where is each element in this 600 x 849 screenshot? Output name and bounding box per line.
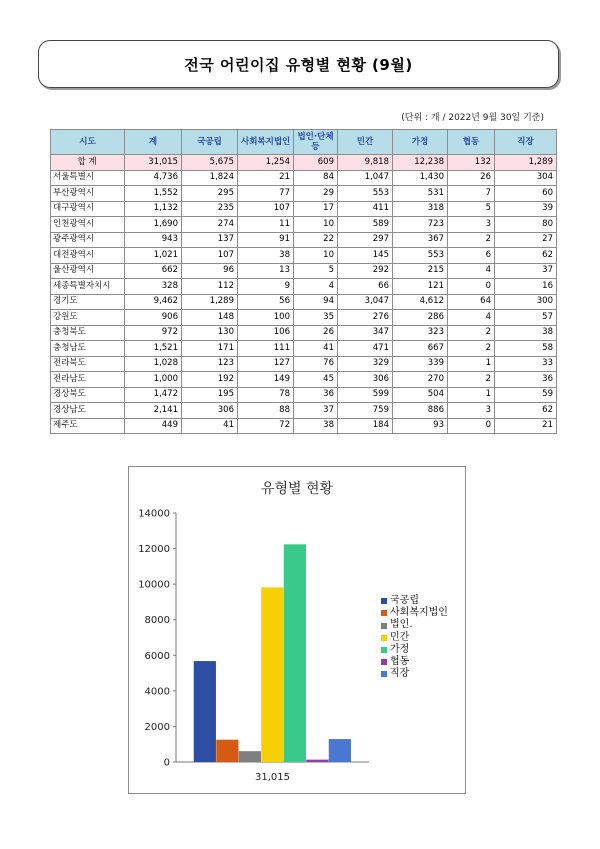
value-cell: 91 — [238, 232, 294, 248]
value-cell: 295 — [182, 186, 238, 202]
value-cell: 29 — [294, 186, 338, 202]
value-cell: 306 — [182, 403, 238, 419]
value-cell: 33 — [495, 356, 557, 372]
value-cell: 943 — [125, 232, 182, 248]
value-cell: 2 — [448, 372, 495, 388]
value-cell: 45 — [294, 372, 338, 388]
chart-legend — [381, 595, 448, 680]
value-cell: 531 — [393, 186, 448, 202]
total-row — [51, 155, 557, 171]
value-cell: 21 — [238, 170, 294, 186]
header-cell: 계 — [125, 130, 182, 155]
region-cell: 충청북도 — [51, 325, 125, 341]
value-cell: 215 — [393, 263, 448, 279]
value-cell: 662 — [125, 263, 182, 279]
y-tick-label: 6000 — [144, 650, 170, 662]
value-cell: 0 — [448, 279, 495, 295]
value-cell: 56 — [238, 294, 294, 310]
value-cell: 4,736 — [125, 170, 182, 186]
value-cell: 59 — [495, 387, 557, 403]
legend-entry — [381, 619, 448, 631]
value-cell: 26 — [448, 170, 495, 186]
value-cell: 367 — [393, 232, 448, 248]
value-cell: 121 — [393, 279, 448, 295]
table-row — [51, 248, 557, 264]
header-cell: 사회복지법인 — [238, 130, 294, 155]
value-cell: 449 — [125, 418, 182, 434]
value-cell: 35 — [294, 310, 338, 326]
legend-swatch — [381, 623, 387, 629]
value-cell: 274 — [182, 217, 238, 233]
region-cell: 대구광역시 — [51, 201, 125, 217]
value-cell: 22 — [294, 232, 338, 248]
chart-title: 유형별 현황 — [260, 481, 334, 497]
value-cell: 4,612 — [393, 294, 448, 310]
legend-entry — [381, 644, 448, 656]
bar-4 — [261, 587, 283, 762]
value-cell: 235 — [182, 201, 238, 217]
value-cell: 1,521 — [125, 341, 182, 357]
value-cell: 38 — [294, 418, 338, 434]
total-cell: 합 계 — [51, 155, 125, 171]
value-cell: 1,690 — [125, 217, 182, 233]
value-cell: 329 — [338, 356, 393, 372]
value-cell: 96 — [182, 263, 238, 279]
legend-label: 협동 — [390, 656, 410, 668]
value-cell: 1,552 — [125, 186, 182, 202]
value-cell: 906 — [125, 310, 182, 326]
value-cell: 130 — [182, 325, 238, 341]
table-row — [51, 294, 557, 310]
bar-3 — [239, 751, 261, 762]
value-cell: 1,021 — [125, 248, 182, 264]
value-cell: 300 — [495, 294, 557, 310]
value-cell: 723 — [393, 217, 448, 233]
value-cell: 553 — [338, 186, 393, 202]
region-cell: 인천광역시 — [51, 217, 125, 233]
region-cell: 서울특별시 — [51, 170, 125, 186]
value-cell: 21 — [495, 418, 557, 434]
value-cell: 7 — [448, 186, 495, 202]
header-cell: 법인·단체등 — [294, 130, 338, 155]
region-cell: 경상남도 — [51, 403, 125, 419]
total-cell: 9,818 — [338, 155, 393, 171]
value-cell: 1 — [448, 387, 495, 403]
value-cell: 1,430 — [393, 170, 448, 186]
region-cell: 울산광역시 — [51, 263, 125, 279]
value-cell: 1,132 — [125, 201, 182, 217]
value-cell: 88 — [238, 403, 294, 419]
value-cell: 2 — [448, 325, 495, 341]
table-row — [51, 356, 557, 372]
y-tick-label: 4000 — [144, 686, 170, 698]
value-cell: 123 — [182, 356, 238, 372]
value-cell: 80 — [495, 217, 557, 233]
value-cell: 323 — [393, 325, 448, 341]
value-cell: 38 — [495, 325, 557, 341]
legend-entry — [381, 668, 448, 680]
value-cell: 318 — [393, 201, 448, 217]
header-cell: 가정 — [393, 130, 448, 155]
y-tick-label: 8000 — [144, 615, 170, 627]
region-cell: 경상북도 — [51, 387, 125, 403]
value-cell: 184 — [338, 418, 393, 434]
legend-swatch — [381, 647, 387, 653]
value-cell: 0 — [448, 418, 495, 434]
legend-swatch — [381, 659, 387, 665]
y-tick-label: 2000 — [144, 721, 170, 733]
table-row — [51, 279, 557, 295]
value-cell: 38 — [238, 248, 294, 264]
value-cell: 504 — [393, 387, 448, 403]
x-tick-label: 31,015 — [255, 772, 290, 783]
legend-label: 법인. — [390, 619, 413, 631]
value-cell: 36 — [495, 372, 557, 388]
table-row — [51, 232, 557, 248]
value-cell: 78 — [238, 387, 294, 403]
legend-entry — [381, 607, 448, 619]
value-cell: 304 — [495, 170, 557, 186]
value-cell: 4 — [448, 310, 495, 326]
legend-entry — [381, 656, 448, 668]
region-cell: 제주도 — [51, 418, 125, 434]
page-title: 전국 어린이집 유형별 현황 (9월) — [184, 55, 413, 74]
bar-1 — [194, 661, 216, 762]
header-cell: 직장 — [495, 130, 557, 155]
value-cell: 192 — [182, 372, 238, 388]
value-cell: 471 — [338, 341, 393, 357]
value-cell: 58 — [495, 341, 557, 357]
value-cell: 111 — [238, 341, 294, 357]
header-cell: 협동 — [448, 130, 495, 155]
value-cell: 589 — [338, 217, 393, 233]
title-box — [38, 40, 559, 88]
value-cell: 1,289 — [182, 294, 238, 310]
y-tick-label: 12000 — [138, 544, 170, 556]
value-cell: 10 — [294, 248, 338, 264]
table-row — [51, 418, 557, 434]
value-cell: 62 — [495, 403, 557, 419]
region-cell: 세종특별자치시 — [51, 279, 125, 295]
y-tick-label: 14000 — [138, 508, 170, 520]
value-cell: 148 — [182, 310, 238, 326]
value-cell: 36 — [294, 387, 338, 403]
total-cell: 1,289 — [495, 155, 557, 171]
region-cell: 강원도 — [51, 310, 125, 326]
value-cell: 5 — [294, 263, 338, 279]
total-cell: 609 — [294, 155, 338, 171]
total-cell: 31,015 — [125, 155, 182, 171]
value-cell: 145 — [338, 248, 393, 264]
header-cell: 국공립 — [182, 130, 238, 155]
region-cell: 광주광역시 — [51, 232, 125, 248]
region-cell: 대전광역시 — [51, 248, 125, 264]
value-cell: 5 — [448, 201, 495, 217]
value-cell: 347 — [338, 325, 393, 341]
legend-swatch — [381, 610, 387, 616]
value-cell: 4 — [448, 263, 495, 279]
value-cell: 276 — [338, 310, 393, 326]
table-row — [51, 341, 557, 357]
value-cell: 107 — [238, 201, 294, 217]
value-cell: 2 — [448, 232, 495, 248]
table-row — [51, 217, 557, 233]
table-row — [51, 325, 557, 341]
value-cell: 1,472 — [125, 387, 182, 403]
value-cell: 9 — [238, 279, 294, 295]
table-row — [51, 387, 557, 403]
header-cell: 민간 — [338, 130, 393, 155]
value-cell: 759 — [338, 403, 393, 419]
value-cell: 292 — [338, 263, 393, 279]
value-cell: 27 — [495, 232, 557, 248]
value-cell: 886 — [393, 403, 448, 419]
region-cell: 충청남도 — [51, 341, 125, 357]
value-cell: 4 — [294, 279, 338, 295]
value-cell: 137 — [182, 232, 238, 248]
table-row — [51, 310, 557, 326]
bar-7 — [329, 739, 351, 762]
chart-frame — [128, 466, 466, 794]
y-tick-label: 10000 — [138, 579, 170, 591]
value-cell: 66 — [338, 279, 393, 295]
legend-label: 사회복지법인 — [390, 607, 448, 619]
value-cell: 64 — [448, 294, 495, 310]
value-cell: 62 — [495, 248, 557, 264]
value-cell: 76 — [294, 356, 338, 372]
value-cell: 77 — [238, 186, 294, 202]
value-cell: 2 — [448, 341, 495, 357]
header-cell: 시도 — [51, 130, 125, 155]
total-cell: 1,254 — [238, 155, 294, 171]
legend-swatch — [381, 598, 387, 604]
value-cell: 1,028 — [125, 356, 182, 372]
value-cell: 3 — [448, 217, 495, 233]
value-cell: 127 — [238, 356, 294, 372]
value-cell: 270 — [393, 372, 448, 388]
value-cell: 286 — [393, 310, 448, 326]
value-cell: 94 — [294, 294, 338, 310]
value-cell: 411 — [338, 201, 393, 217]
value-cell: 2,141 — [125, 403, 182, 419]
legend-swatch — [381, 635, 387, 641]
value-cell: 553 — [393, 248, 448, 264]
value-cell: 339 — [393, 356, 448, 372]
legend-label: 직장 — [390, 668, 410, 680]
value-cell: 9,462 — [125, 294, 182, 310]
bar-6 — [306, 760, 328, 762]
legend-label: 국공립 — [390, 595, 419, 606]
value-cell: 60 — [495, 186, 557, 202]
region-cell: 전라남도 — [51, 372, 125, 388]
value-cell: 3,047 — [338, 294, 393, 310]
value-cell: 195 — [182, 387, 238, 403]
value-cell: 328 — [125, 279, 182, 295]
value-cell: 10 — [294, 217, 338, 233]
value-cell: 972 — [125, 325, 182, 341]
value-cell: 41 — [294, 341, 338, 357]
value-cell: 57 — [495, 310, 557, 326]
value-cell: 149 — [238, 372, 294, 388]
value-cell: 112 — [182, 279, 238, 295]
header-row — [51, 130, 557, 155]
legend-entry — [381, 595, 448, 607]
value-cell: 37 — [294, 403, 338, 419]
value-cell: 107 — [182, 248, 238, 264]
value-cell: 1,824 — [182, 170, 238, 186]
value-cell: 41 — [182, 418, 238, 434]
value-cell: 17 — [294, 201, 338, 217]
value-cell: 1,047 — [338, 170, 393, 186]
region-cell: 전라북도 — [51, 356, 125, 372]
value-cell: 667 — [393, 341, 448, 357]
value-cell: 39 — [495, 201, 557, 217]
legend-swatch — [381, 671, 387, 677]
value-cell: 297 — [338, 232, 393, 248]
table-row — [51, 372, 557, 388]
total-cell: 132 — [448, 155, 495, 171]
unit-note: (단위 : 개 / 2022년 9월 30일 기준) — [401, 113, 544, 123]
value-cell: 106 — [238, 325, 294, 341]
total-cell: 12,238 — [393, 155, 448, 171]
value-cell: 37 — [495, 263, 557, 279]
y-tick-label: 0 — [163, 757, 170, 769]
value-cell: 13 — [238, 263, 294, 279]
value-cell: 1 — [448, 356, 495, 372]
value-cell: 93 — [393, 418, 448, 434]
value-cell: 100 — [238, 310, 294, 326]
legend-label: 민간 — [390, 631, 410, 643]
value-cell: 26 — [294, 325, 338, 341]
region-cell: 부산광역시 — [51, 186, 125, 202]
region-type-table — [50, 129, 557, 434]
legend-entry — [381, 632, 448, 644]
value-cell: 84 — [294, 170, 338, 186]
value-cell: 3 — [448, 403, 495, 419]
value-cell: 599 — [338, 387, 393, 403]
bar-2 — [216, 740, 238, 762]
value-cell: 1,000 — [125, 372, 182, 388]
value-cell: 72 — [238, 418, 294, 434]
value-cell: 171 — [182, 341, 238, 357]
total-cell: 5,675 — [182, 155, 238, 171]
table-row — [51, 201, 557, 217]
table-row — [51, 170, 557, 186]
table-row — [51, 186, 557, 202]
value-cell: 6 — [448, 248, 495, 264]
table-row — [51, 403, 557, 419]
table-row — [51, 263, 557, 279]
bar-5 — [284, 544, 306, 762]
value-cell: 306 — [338, 372, 393, 388]
value-cell: 11 — [238, 217, 294, 233]
region-cell: 경기도 — [51, 294, 125, 310]
value-cell: 16 — [495, 279, 557, 295]
legend-label: 가정 — [390, 643, 410, 655]
